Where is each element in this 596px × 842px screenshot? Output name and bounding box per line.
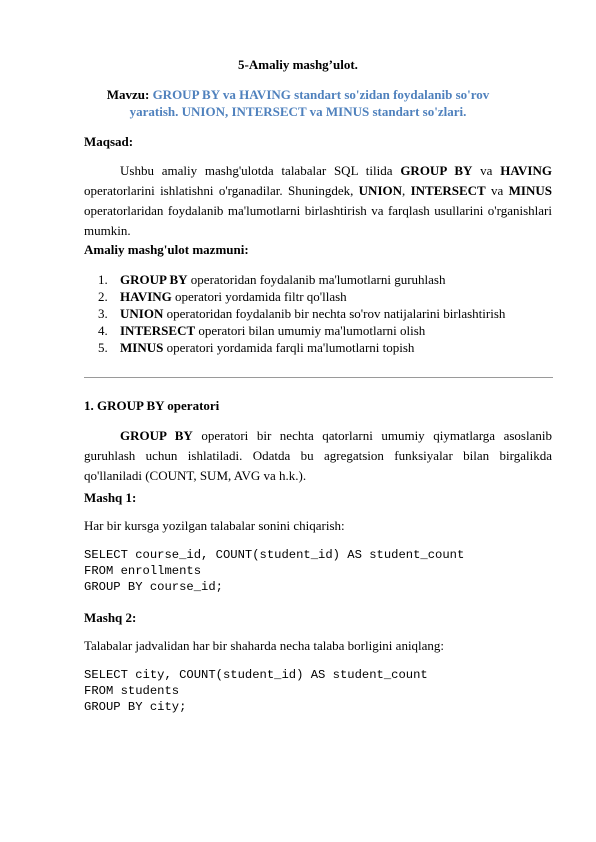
goal-bold-having: HAVING — [500, 163, 552, 178]
exercise-2-code: SELECT city, COUNT(student_id) AS student_count FROM students GROUP BY city; — [84, 668, 428, 714]
list-item-number: 4. — [98, 323, 108, 338]
goal-text-1: Ushbu amaliy mashg'ulotda talabalar SQL tilida — [120, 163, 401, 178]
content-heading: Amaliy mashg'ulot mazmuni: — [84, 242, 249, 257]
topic — [84, 86, 512, 120]
list-item — [98, 339, 505, 356]
page-title: 5-Amaliy mashg’ulot. — [238, 57, 358, 72]
list-item-number: 3. — [98, 306, 108, 321]
content-list — [98, 271, 505, 356]
exercise-2-heading: Mashq 2: — [84, 610, 137, 625]
list-item — [98, 288, 505, 305]
topic-line-1: GROUP BY va HAVING standart so'zidan foydalanib so'rov — [152, 87, 490, 102]
exercise-2-text: Talabalar jadvalidan har bir shaharda necha talaba borligini aniqlang: — [84, 638, 445, 653]
list-item — [98, 271, 505, 288]
list-item-text: operatoridan foydalanib ma'lumotlarni guruhlash — [187, 272, 446, 287]
goal-bold-group-by: GROUP BY — [400, 163, 473, 178]
goal-bold-intersect: INTERSECT — [410, 183, 486, 198]
section-1-bold-group-by: GROUP BY — [120, 428, 193, 443]
list-item-number: 5. — [98, 340, 108, 355]
section-1-heading: 1. GROUP BY operatori — [84, 398, 220, 413]
list-item-keyword: INTERSECT — [120, 323, 196, 338]
goal-text-2: va — [472, 163, 501, 178]
list-item-keyword: GROUP BY — [120, 272, 188, 287]
goal-heading: Maqsad: — [84, 134, 134, 149]
section-1-paragraph — [84, 426, 552, 486]
goal-paragraph — [84, 161, 552, 241]
list-item-keyword: MINUS — [120, 340, 164, 355]
list-item-number: 1. — [98, 272, 108, 287]
exercise-1-code: SELECT course_id, COUNT(student_id) AS student_count FROM enrollments GROUP BY course_id; — [84, 548, 465, 594]
list-item — [98, 322, 505, 339]
horizontal-divider — [84, 377, 553, 378]
goal-bold-union: UNION — [358, 183, 403, 198]
list-item-text: operatori yordamida filtr qo'llash — [171, 289, 347, 304]
goal-text-5: va — [485, 183, 509, 198]
list-item-text: operatoridan foydalanib bir nechta so'rov natijalarini birlashtirish — [163, 306, 506, 321]
goal-text-3: operatorlarini ishlatishni o'rganadilar. Shuningdek, — [84, 183, 359, 198]
exercise-1-text: Har bir kursga yozilgan talabalar sonini chiqarish: — [84, 518, 345, 533]
goal-bold-minus: MINUS — [508, 183, 552, 198]
section-1-text: operatori bir nechta qatorlarni umumiy qiymatlarga asoslanib guruhlash uchun ishlatiladi. Odatda bu agregatsion funksiyalar bilan birgalikda qo'llaniladi (COUNT, SUM, AVG va h.k.). — [84, 428, 552, 483]
goal-text-4: , — [402, 183, 411, 198]
topic-label: Mavzu: — [106, 87, 150, 102]
list-item-keyword: HAVING — [120, 289, 172, 304]
list-item-text: operatori bilan umumiy ma'lumotlarni olish — [195, 323, 426, 338]
list-item-number: 2. — [98, 289, 108, 304]
list-item-keyword: UNION — [120, 306, 164, 321]
list-item — [98, 305, 505, 322]
list-item-text: operatori yordamida farqli ma'lumotlarni topish — [163, 340, 415, 355]
exercise-1-heading: Mashq 1: — [84, 490, 137, 505]
topic-line-2: yaratish. UNION, INTERSECT va MINUS standart so'zlari. — [129, 104, 467, 119]
goal-text-6: operatorlaridan foydalanib ma'lumotlarni birlashtirish va farqlash usullarini o'rganishlari mumkin. — [84, 203, 552, 238]
